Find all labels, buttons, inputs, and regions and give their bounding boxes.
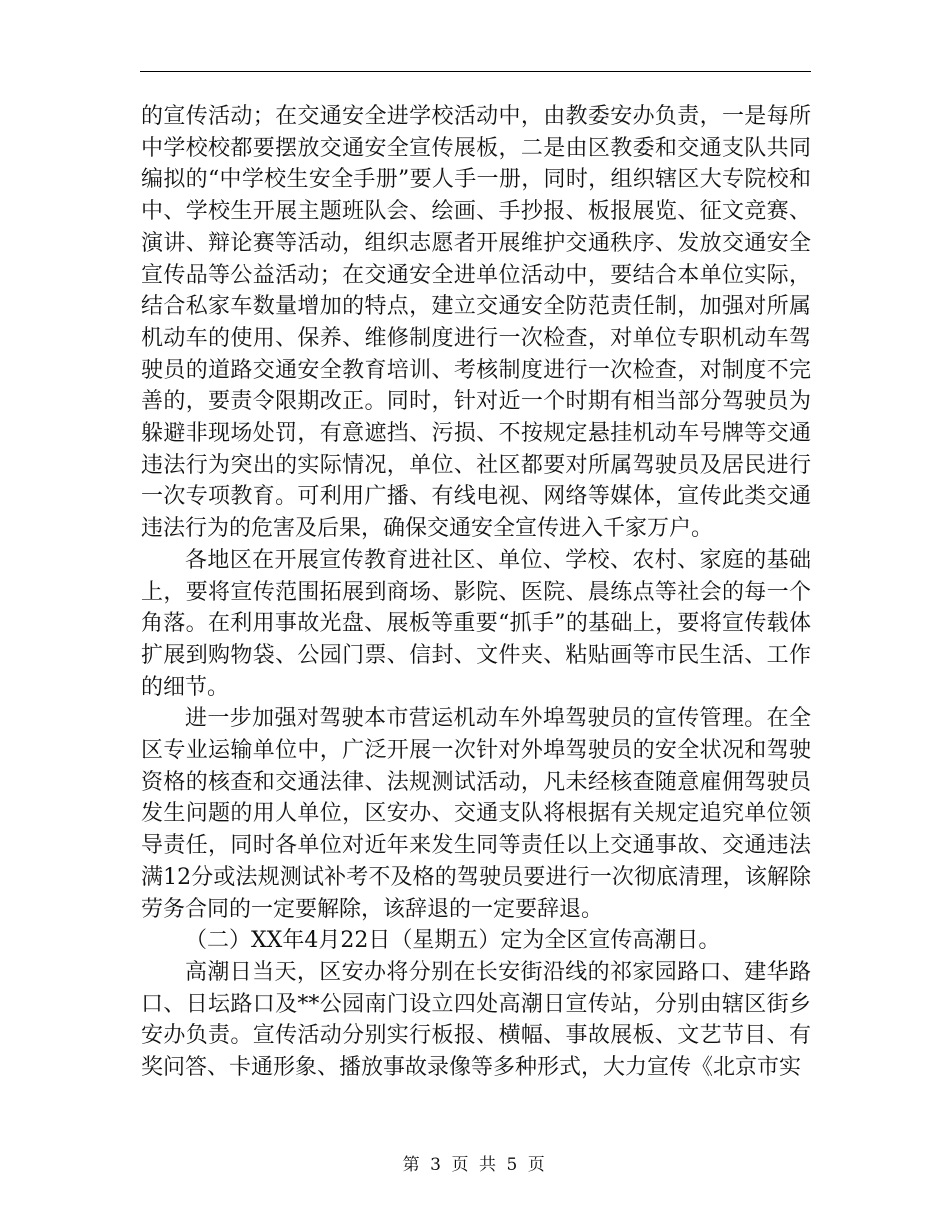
body-text [141,101,811,1084]
paragraph-3: 进一步加强对驾驶本市营运机动车外埠驾驶员的宣传管理。在全区专业运输单位中，广泛开展一次针对外埠驾驶员的安全状况和驾驶资格的核查和交通法律、法规测试活动，凡未经核查随意雇佣驾驶员发生问题的用人单位，区安办、交通支队将根据有关规定追究单位领导责任，同时各单位对近年来发生同等责任以上交通事故、交通违法满12分或法规测试补考不及格的驾驶员要进行一次彻底清理，该解除劳务合同的一定要解除，该辞退的一定要辞退。 [141,706,811,922]
page-number-footer: 第 3 页 共 5 页 [402,1155,548,1175]
header-rule [140,71,811,72]
paragraph-4-heading: （二）XX年4月22日（星期五）定为全区宣传高潮日。 [185,928,721,954]
paragraph-2: 各地区在开展宣传教育进社区、单位、学校、农村、家庭的基础上，要将宣传范围拓展到商场、影院、医院、晨练点等社会的每一个角落。在利用事故光盘、展板等重要“抓手”的基础上，要将宣传载体扩展到购物袋、公园门票、信封、文件夹、粘贴画等市民生活、工作的细节。 [141,547,811,700]
paragraph-1: 的宣传活动；在交通安全进学校活动中，由教委安办负责，一是每所中学校校都要摆放交通安全宣传展板，二是由区教委和交通支队共同编拟的“中学校生安全手册”要人手一册，同时，组织辖区大专院校和中、学校生开展主题班队会、绘画、手抄报、板报展览、征文竞赛、演讲、辩论赛等活动，组织志愿者开展维护交通秩序、发放交通安全宣传品等公益活动；在交通安全进单位活动中，要结合本单位实际，结合私家车数量增加的特点，建立交通安全防范责任制，加强对所属机动车的使用、保养、维修制度进行一次检查，对单位专职机动车驾驶员的道路交通安全教育培训、考核制度进行一次检查，对制度不完善的，要责令限期改正。同时，针对近一个时期有相当部分驾驶员为躲避非现场处罚，有意遮挡、污损、不按规定悬挂机动车号牌等交通违法行为突出的实际情况，单位、社区都要对所属驾驶员及居民进行一次专项教育。可利用广播、有线电视、网络等媒体，宣传此类交通违法行为的危害及后果，确保交通安全宣传进入千家万户。 [141,104,811,542]
paragraph-5: 高潮日当天，区安办将分别在长安街沿线的祁家园路口、建华路口、日坛路口及**公园南门设立四处高潮日宣传站，分别由辖区街乡安办负责。宣传活动分别实行板报、横幅、事故展板、文艺节目、有奖问答、卡通形象、播放事故录像等多种形式，大力宣传《北京市实 [141,959,811,1081]
